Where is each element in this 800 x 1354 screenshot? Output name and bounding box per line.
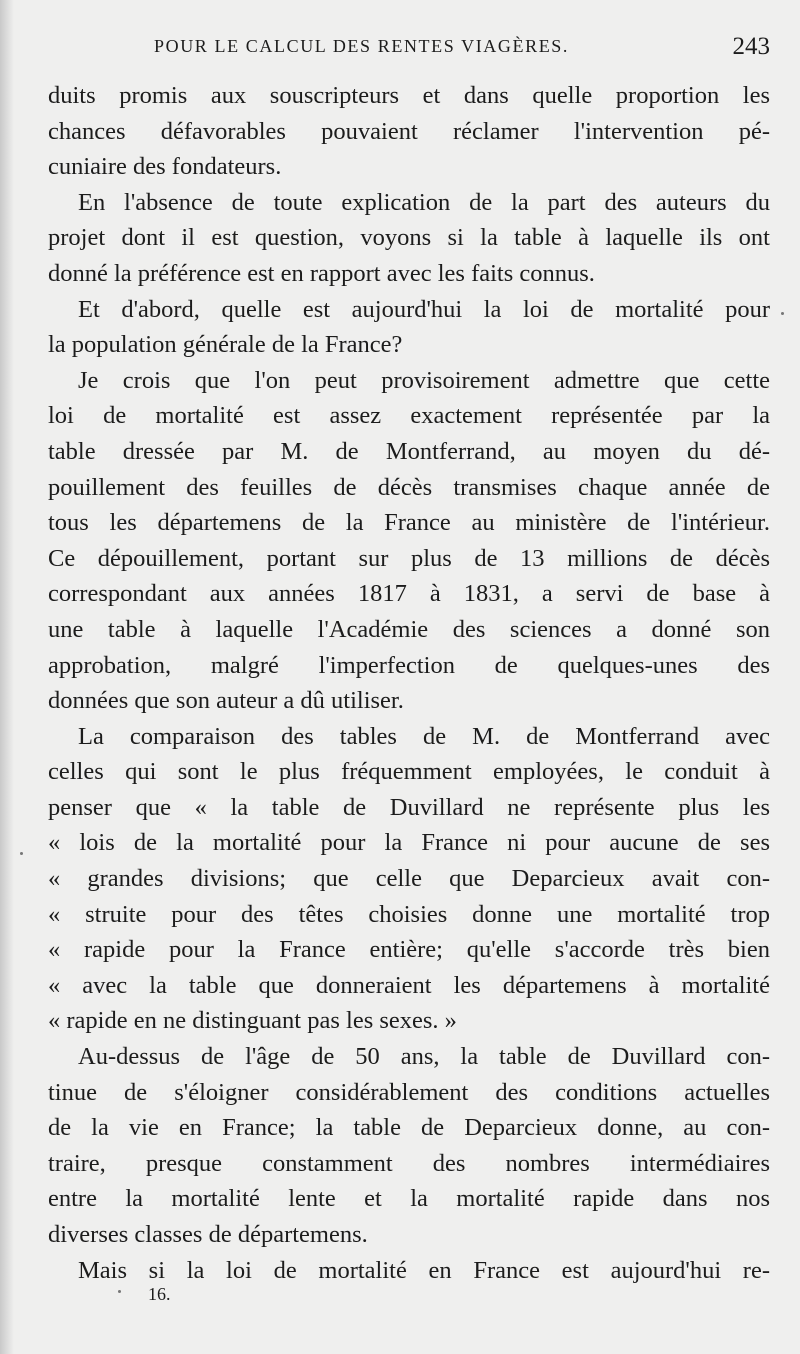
- text-line: celles qui sont le plus fréquemment employées, le conduit à: [48, 758, 770, 786]
- text-line: « avec la table que donneraient les départemens à mortalité: [48, 971, 770, 999]
- text-line: entre la mortalité lente et la mortalité rapide dans nos: [48, 1185, 770, 1213]
- text-line: tous les départemens de la France au ministère de l'intérieur.: [48, 509, 770, 537]
- text-line: « grandes divisions; que celle que Deparcieux avait con-: [48, 865, 770, 893]
- text-line: « rapide pour la France entière; qu'elle s'accorde très bien: [48, 936, 770, 964]
- running-title: POUR LE CALCUL DES RENTES VIAGÈRES.: [154, 36, 570, 56]
- text-line: cuniaire des fondateurs.: [48, 153, 282, 181]
- text-line: tinue de s'éloigner considérablement des conditions actuelles: [48, 1078, 770, 1106]
- print-speck: [781, 312, 784, 315]
- text-line: diverses classes de départemens.: [48, 1221, 368, 1248]
- text-line: chances défavorables pouvaient réclamer l'intervention pé-: [48, 117, 770, 145]
- text-line: La comparaison des tables de M. de Montferrand avec: [78, 722, 770, 750]
- text-line: loi de mortalité est assez exactement représentée par la: [48, 402, 770, 430]
- text-line: pouillement des feuilles de décès transmises chaque année de: [48, 473, 770, 501]
- text-line: traire, presque constamment des nombres intermédiaires: [48, 1149, 770, 1177]
- text-line: Mais si la loi de mortalité en France est aujourd'hui re-: [78, 1256, 770, 1284]
- page-number: 243: [732, 33, 770, 60]
- signature-mark: 16.: [148, 1284, 171, 1304]
- text-line: données que son auteur a dû utiliser.: [48, 687, 404, 715]
- text-line: approbation, malgré l'imperfection de quelques-unes des: [48, 651, 770, 679]
- print-speck: [118, 1290, 121, 1293]
- text-line: « lois de la mortalité pour la France ni pour aucune de ses: [48, 829, 770, 857]
- text-line: Et d'abord, quelle est aujourd'hui la loi de mortalité pour: [78, 295, 770, 323]
- text-line: Je crois que l'on peut provisoirement admettre que cette: [78, 366, 770, 394]
- text-line: « rapide en ne distinguant pas les sexes. »: [48, 1007, 457, 1035]
- text-line: duits promis aux souscripteurs et dans quelle proportion les: [48, 82, 770, 109]
- text-line: projet dont il est question, voyons si la table à laquelle ils ont: [48, 224, 770, 252]
- text-line: Au-dessus de l'âge de 50 ans, la table de Duvillard con-: [78, 1043, 770, 1071]
- text-line: « struite pour des têtes choisies donne une mortalité trop: [48, 900, 770, 928]
- text-line: Ce dépouillement, portant sur plus de 13 millions de décès: [48, 544, 770, 572]
- print-speck: [20, 852, 23, 855]
- text-line: la population générale de la France?: [48, 331, 403, 359]
- running-header: [48, 33, 770, 70]
- text-line: table dressée par M. de Montferrand, au moyen du dé-: [48, 437, 770, 465]
- body-text: [48, 78, 770, 1288]
- text-line: En l'absence de toute explication de la part des auteurs du: [78, 188, 770, 216]
- text-line: de la vie en France; la table de Deparcieux donne, au con-: [48, 1114, 770, 1142]
- text-line: donné la préférence est en rapport avec les faits connus.: [48, 259, 595, 287]
- text-line: penser que « la table de Duvillard ne représente plus les: [48, 793, 770, 821]
- text-line: correspondant aux années 1817 à 1831, a servi de base à: [48, 580, 770, 608]
- text-line: une table à laquelle l'Académie des sciences a donné son: [48, 615, 770, 643]
- page-edge-shadow: [0, 0, 14, 1354]
